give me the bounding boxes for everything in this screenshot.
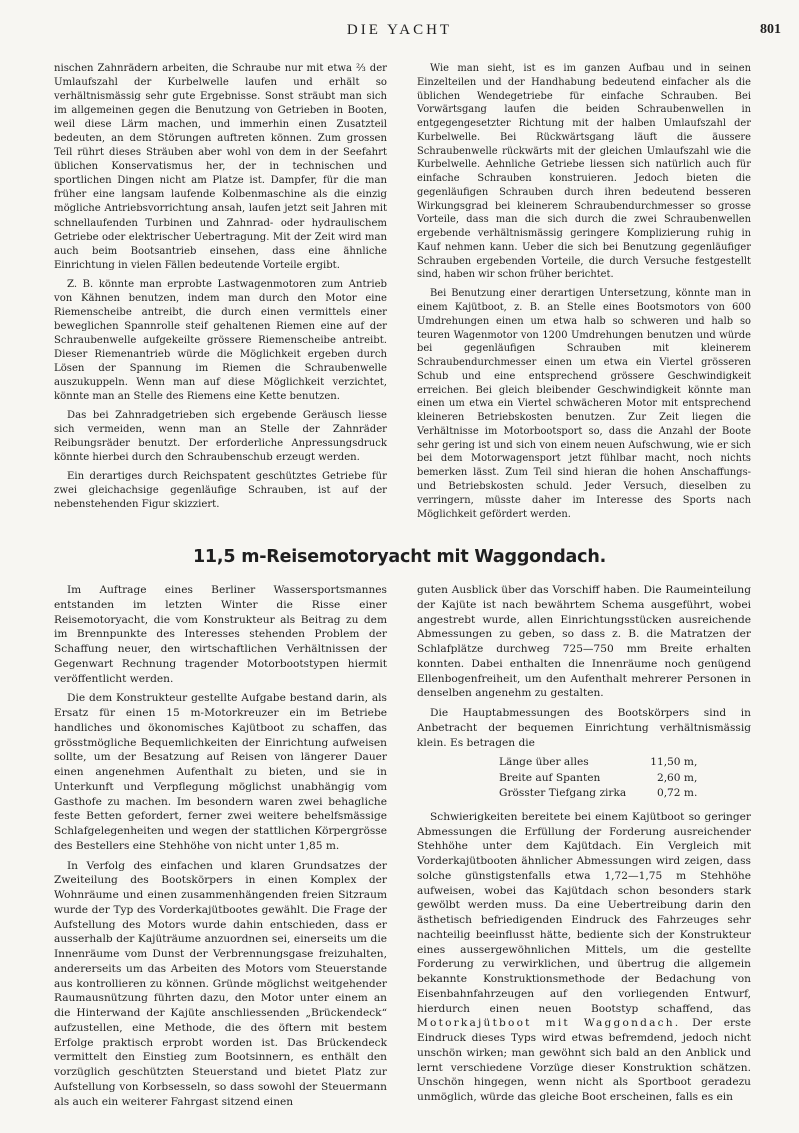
article-left-column — [54, 583, 387, 1109]
table-row — [499, 755, 697, 771]
dimension-label: Grösster Tiefgang zirka — [499, 787, 627, 800]
paragraph-text: Der erste Eindruck dieses Typs wird etwas befremdend, jedoch nicht unschön wirken; man gewöhnt sich bald an den Anblick und lernt verschiedene Vorzüge dieser Konstruktion schätzen. Unschön hingegen, wenn nicht als Sportboot geradezu unmöglich, würde das gleiche Boot erscheinen, falls es ein — [417, 1017, 752, 1103]
dimension-value: 2,60 m, — [656, 771, 698, 784]
paragraph-text: Schwierigkeiten bereitete bei einem Kajütboot so geringer Abmessungen die Erfüllung der Forderung ausreichender Stehhöhe unter dem Kajütdach. Ein Vergleich mit Vorderkajütbooten ähnlicher Abmessungen wird zeigen, dass solche günstigstenfalls etwa 1,72—1,75 m Stehhöhe aufweisen, wobei das Kajütdach schon besonders stark gewölbt werden muss. Da eine Uebertreibung darin den ästhetisch befriedigenden Eindruck des Fahrzeuges sehr nachteilig beeinflusst hätte, bediente sich der Konstrukteur eines aussergewöhnlichen Mittels, um die gestellte Forderung zu verwirklichen, und übertrug die allgemein bekannte Konstruktionsmethode der Bedachung von Eisenbahnfahrzeugen auf den vorliegenden Entwurf, hierdurch einen neuen Bootstyp schaffend, das — [417, 810, 751, 1015]
paragraph: Das bei Zahnradgetrieben sich ergebende Geräusch liesse sich vermeiden, wenn man an Stelle der Zahnräder Reibungsräder benutzt. Der erforderliche Anpressungsdruck könnte hierbei durch den Schraubenschub erzeugt werden. — [54, 410, 387, 464]
paragraph: Ein derartiges durch Reichspatent geschütztes Getriebe für zwei gleichachsige gegenläufige Schrauben, ist auf der nebenstehenden Figur skizziert. — [54, 471, 387, 511]
paragraph: Im Auftrage eines Berliner Wassersportsmannes entstanden im letzten Winter die Risse einer Reisemotoryacht, die vom Konstrukteur als Beitrag zu dem im Brennpunkte des Interesses stehenden Problem der Schaffung neuer, den wirtschaftlichen Verhältnissen der Gegenwart Rechnung tragender Motorbootstypen hiermit veröffentlicht werden. — [54, 584, 387, 685]
continued-article-left-column — [54, 62, 387, 512]
dimension-label: Breite auf Spanten — [499, 771, 601, 784]
table-row — [499, 786, 697, 802]
running-head — [0, 22, 799, 42]
dimension-label: Länge über alles — [499, 756, 589, 769]
paragraph: In Verfolg des einfachen und klaren Grundsatzes der Zweiteilung des Bootskörpers in einen Komplex der Wohnräume und einen zusammenhängenden freien Sitzraum wurde der Typ des Vorderkajütbootes gewählt. Die Frage der Aufstellung des Motors wurde dahin entschieden, dass er ausserhalb der Kajüträume anzuordnen sei, einerseits um die Innenräume vom Dunst der Verbrennungsgase freizuhalten, andererseits um das Arbeiten des Motors vom Steuerstande aus kontrollieren zu können. Gründe möglichst weitgehender Raumausnützung führten dazu, den Motor unter einem an die Hinterwand der Kajüte anschliessenden „Brückendeck“ aufzustellen, eine Methode, die des öftern mit bestem Erfolge praktisch erprobt worden ist. Das Brückendeck vermittelt den Einstieg zum Bootsinnern, es enthält den vorzüglich geschützten Steuerstand und bietet Platz zur Aufstellung von Korbsesseln, so dass sowohl der Steuermann als auch ein weiterer Fahrgast sitzend einen — [54, 859, 387, 1108]
paragraph: guten Ausblick über das Vorschiff haben. Die Raumeinteilung der Kajüte ist nach bewährtem Schema ausgeführt, wobei angestrebt wurde, allen Einrichtungsstücken ausreichende Abmessungen zu geben, so dass z. B. die Matratzen der Schlafplätze durchweg 725—750 mm Breite erhalten konnten. Dabei enthalten die Innenräume noch genügend Ellenbogenfreiheit, um den Aufenthalt mehrerer Personen in denselben angenehm zu gestalten. — [417, 584, 751, 700]
journal-title: DIE YACHT — [346, 22, 453, 38]
paragraph: Bei Benutzung einer derartigen Untersetzung, könnte man in einem Kajütboot, z. B. an Stelle eines Bootsmotors von 600 Umdrehungen einen um etwa halb so schweren und halb so teuren Wagenmotor von 1200 Umdrehungen benutzen und würde bei gegenläufigen Schrauben mit kleinerem Schraubendurchmesser einen um etwa ein Viertel grösseren Schub und eine entsprechend grössere Geschwindigkeit erreichen. Bei gleich bleibender Geschwindigkeit könnte man einen um etwa ein Viertel schwächeren Motor mit entsprechend kleineren Betriebskosten benutzen. Zur Zeit liegen die Verhältnisse im Motorbootsport so, dass die Anzahl der Boote sehr gering ist und sich von einem neuen Aufschwung, wie er sich bei dem Motorwagensport jetzt fühlbar macht, noch nichts bemerken lässt. Zum Teil sind hieran die hohen Anschaffungs- und Betriebskosten schuld. Jeder Versuch, dieselben zu verringern, müsste daher im Interesse des Sports nach Möglichkeit gefördert werden. — [417, 288, 751, 520]
paragraph: Die dem Konstrukteur gestellte Aufgabe bestand darin, als Ersatz für einen 15 m-Motorkreuzer ein im Betriebe handliches und ökonomisches Kajütboot zu schaffen, das grösstmögliche Bequemlichkeiten der Einrichtung aufweisen sollte, um der Besatzung auf Reisen von längerer Dauer einen angenehmen Aufenthalt zu bieten, und sie in Unterkunft und Verpflegung möglichst unabhängig vom Gasthofe zu machen. Im besondern waren zwei behagliche feste Betten gefordert, ferner zwei weitere behelfsmässige Schlafgelegenheiten und wegen der stattlichen Körpergrösse des Bestellers eine Stehhöhe von nicht unter 1,85 m. — [54, 692, 387, 852]
paragraph: Z. B. könnte man erprobte Lastwagenmotoren zum Antrieb von Kähnen benutzen, indem man durch den Motor eine Riemenscheibe antreibt, die durch einen vermittels einer beweglichen Spannrolle steif gehaltenen Riemen eine auf der Schraubenwelle aufgekeilte grössere Riemenscheibe antreibt. Dieser Riemenantrieb würde die Möglichkeit ergeben durch Lösen der Spannung im Riemen die Schraubenwelle auszukuppeln. Wenn man auf diese Möglichkeit verzichtet, könnte man an Stelle des Riemens eine Kette benutzen. — [54, 278, 387, 403]
paragraph: Die Hauptabmessungen des Bootskörpers sind in Anbetracht der bequemen Einrichtung verhältnismässig klein. Es betragen die — [417, 707, 751, 749]
boat-type-name: Motorkajütboot mit Waggondach. — [417, 1017, 681, 1030]
article-right-column — [417, 583, 751, 1105]
paragraph: nischen Zahnrädern arbeiten, die Schraube nur mit etwa ⅔ der Umlaufszahl der Kurbelwelle laufen und erhält so verhältnismässig sehr gute Ergebnisse. Sonst sträubt man sich im allgemeinen gegen die Benutzung von Getrieben in Booten, weil diese Lärm machen, und immerhin einen Zusatzteil bedeuten, an dem Störungen auftreten können. Zum grossen Teil rührt dieses Sträuben aber wohl von dem in der Seefahrt üblichen Konservatismus her, der in technischen und sportlichen Dingen nicht am Platze ist. Dampfer, für die man früher eine langsam laufende Kolbenmaschine als die einzig mögliche Antriebsvorrichtung ansah, laufen jetzt seit Jahren mit schnellaufenden Turbinen und Zahnrad- oder hydraulischem Getriebe oder elektrischer Uebertragung. Mit der Zeit wird man auch beim Bootsantrieb einsehen, dass eine ähnliche Einrichtung in vielen Fällen bedeutende Vorteile ergibt. — [54, 63, 387, 271]
page-number: 801 — [760, 22, 781, 37]
table-row — [499, 771, 697, 787]
paragraph: Wie man sieht, ist es im ganzen Aufbau und in seinen Einzelteilen und der Handhabung bedeutend einfacher als die üblichen Wendegetriebe für einfache Schrauben. Bei Vorwärtsgang laufen die beiden Schraubenwellen in entgegengesetzter Richtung mit der halben Umlaufszahl der Kurbelwelle. Bei Rückwärtsgang läuft die äussere Schraubenwelle rückwärts mit der gleichen Umlaufszahl wie die Kurbelwelle. Aehnliche Getriebe liessen sich natürlich auch für einfache Schrauben konstruieren. Jedoch bieten die gegenläufigen Schrauben durch ihren bedeutend besseren Wirkungsgrad bei kleinerem Schraubendurchmesser so grosse Vorteile, dass man die sich durch die zwei Schraubenwellen ergebende verhältnismässig geringere Komplizierung ruhig in Kauf nehmen kann. Ueber die sich bei Benutzung gegenläufiger Schrauben ergebenden Vorteile, die durch Versuche festgestellt sind, haben wir schon früher berichtet. — [417, 63, 751, 281]
continued-article-right-column — [417, 62, 751, 521]
dimension-value: 0,72 m. — [656, 787, 698, 800]
dimension-value: 11,50 m, — [650, 756, 698, 769]
dimensions-table — [499, 755, 697, 802]
article-title: 11,5 m-Reisemotoryacht mit Waggondach. — [192, 547, 607, 567]
paragraph — [417, 810, 751, 1105]
